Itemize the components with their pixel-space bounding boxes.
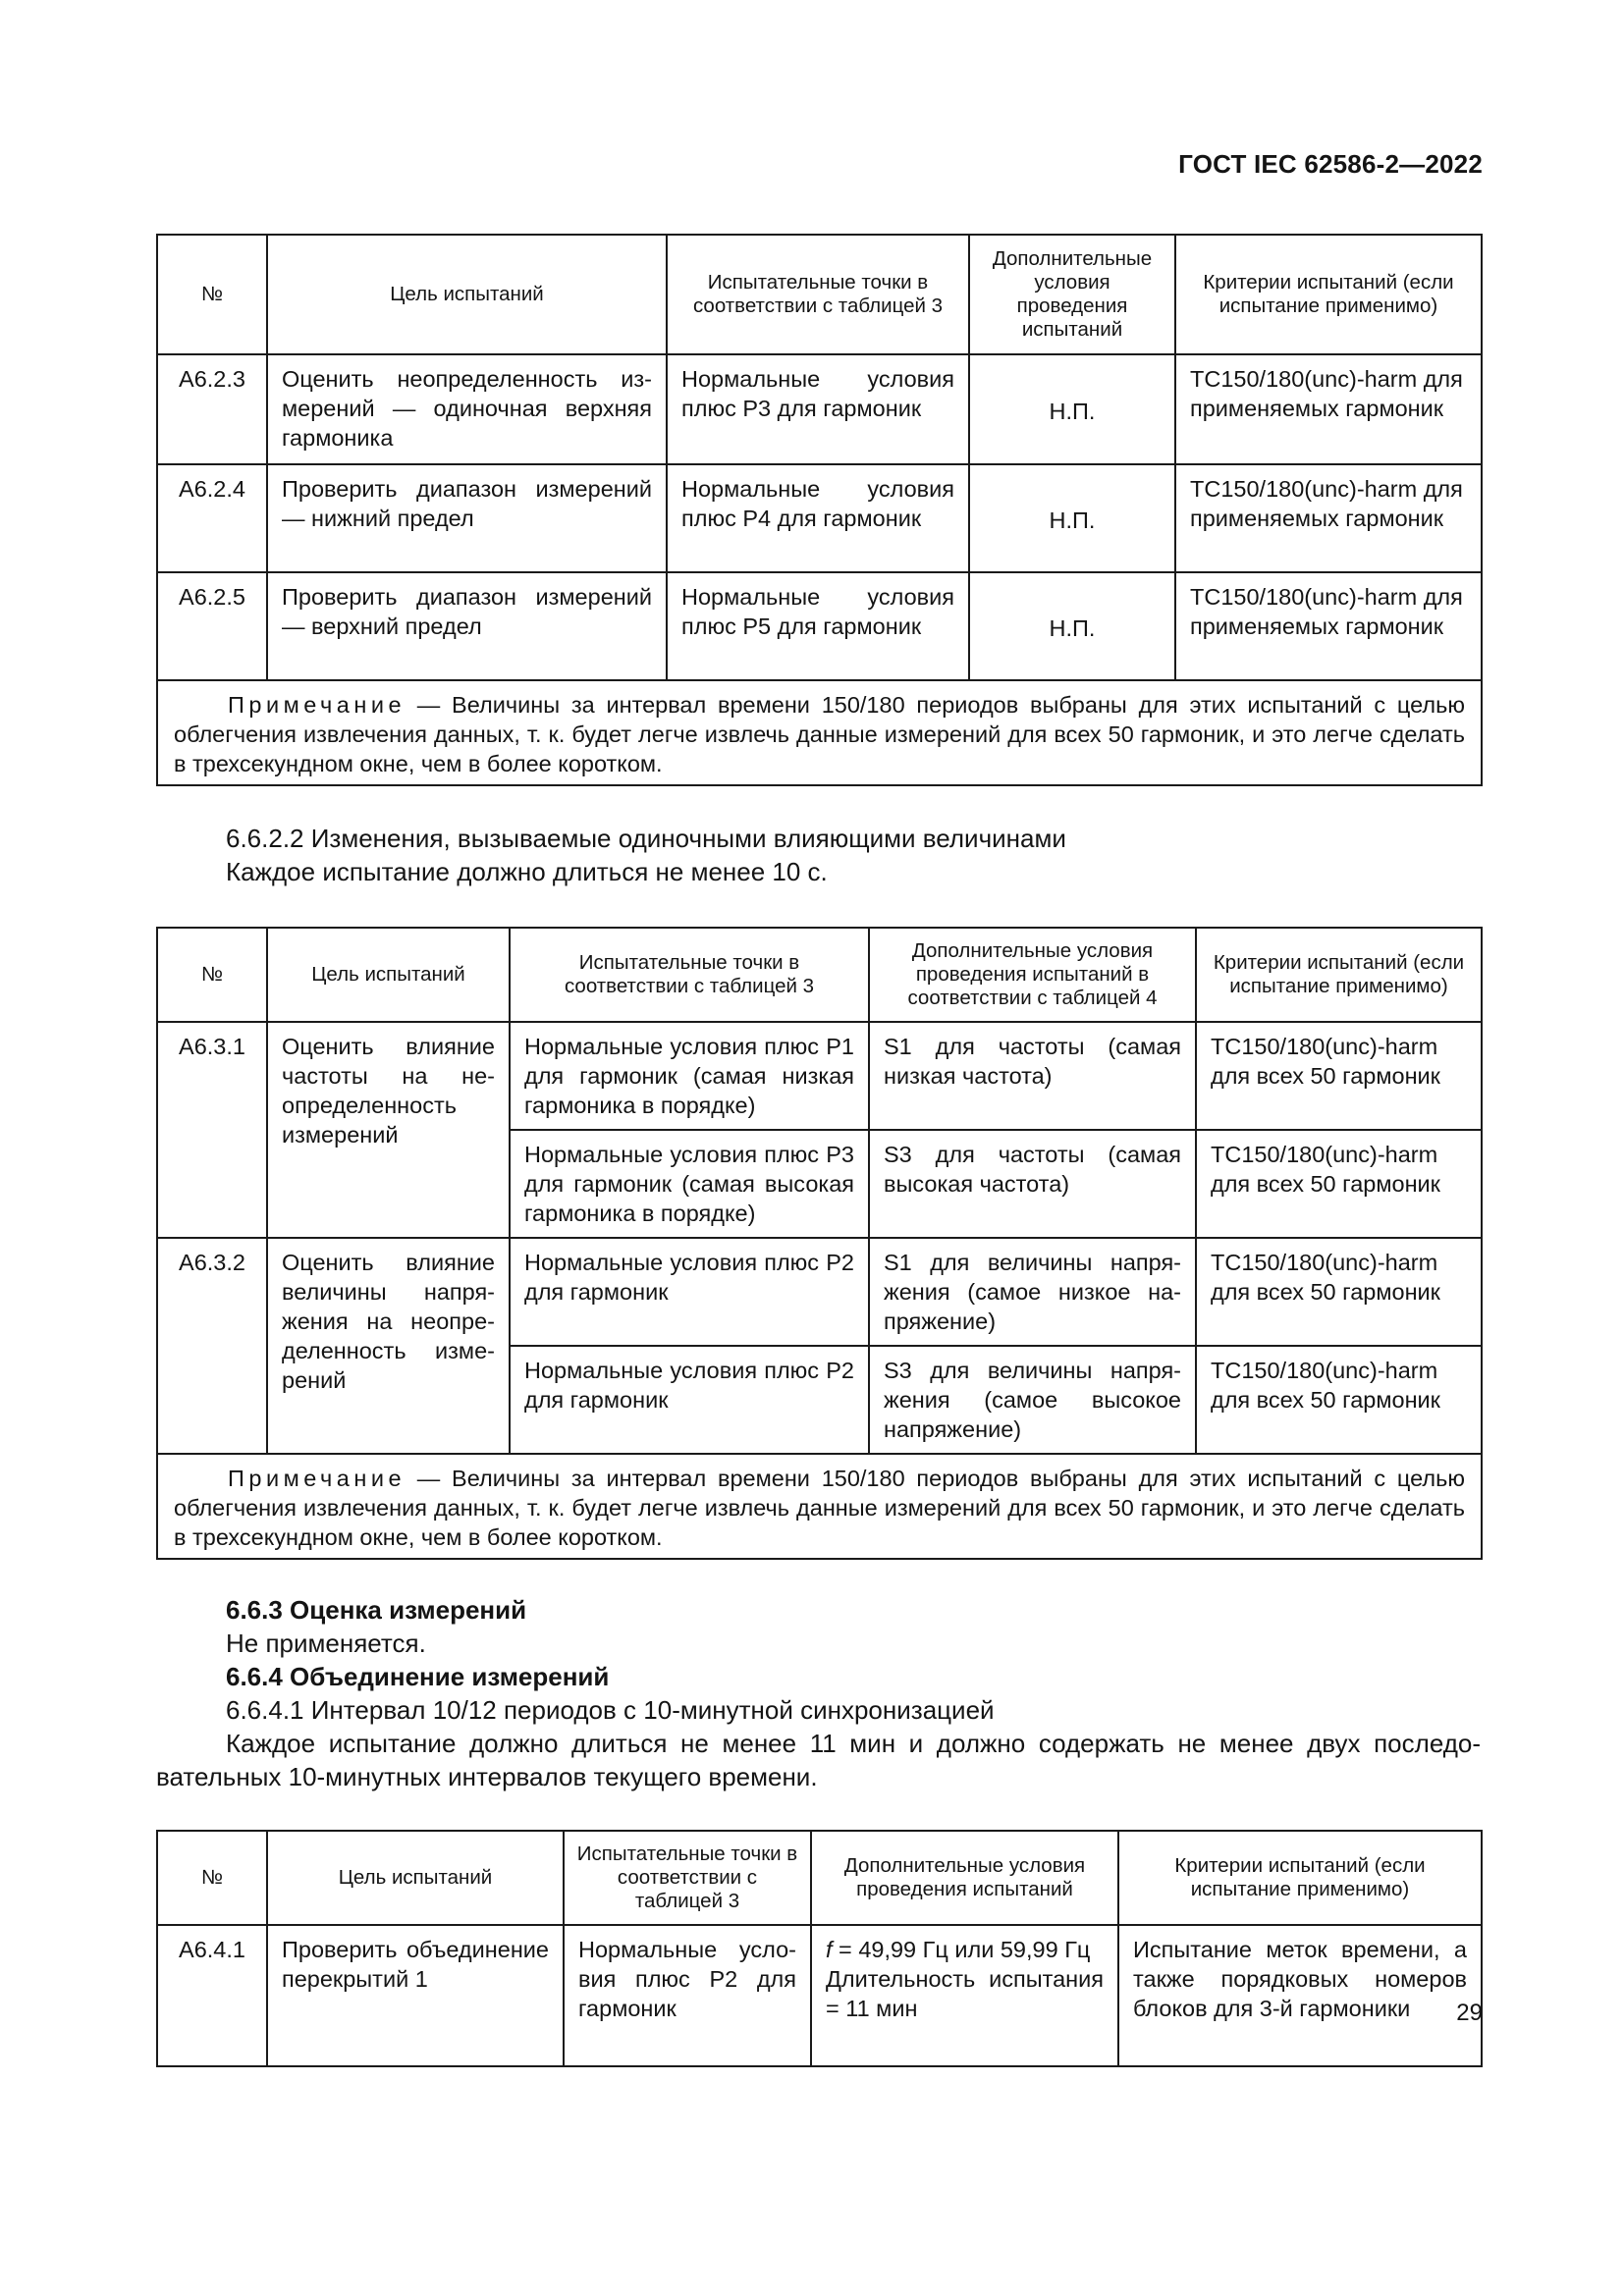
table-measurement-aggregation bbox=[156, 1830, 1483, 2067]
row-criteria: TC150/180(unc)-harm для применяемых гармоник bbox=[1175, 354, 1482, 464]
note-label: Примечание bbox=[228, 1466, 406, 1491]
table-row bbox=[157, 464, 1482, 572]
table-header-row bbox=[157, 1831, 1482, 1925]
section-text: Не применяется. bbox=[226, 1629, 426, 1658]
row-extra-conditions: Н.П. bbox=[969, 464, 1175, 572]
table-harmonics-uncertainty bbox=[156, 234, 1483, 786]
note-text: — Величины за интервал времени 150/180 периодов выбраны для этих испытаний с целью облегчения извлечения данных, т. к. будет легче извлечь данные измерений для всех 50 гармоник, и это легче сделать в трехсекундном окне, чем в более коротком. bbox=[174, 1466, 1465, 1550]
table-influence-quantities bbox=[156, 927, 1483, 1560]
section-6622 bbox=[156, 822, 1481, 888]
table-row bbox=[157, 1925, 1482, 2066]
table-note-row bbox=[157, 1454, 1482, 1559]
row-goal: Оценить влияние частоты на неопределенность измерений bbox=[267, 1022, 510, 1238]
document-code-header: ГОСТ IEC 62586-2—2022 bbox=[1178, 149, 1483, 179]
table-row bbox=[157, 1238, 1482, 1346]
row-test-points: Нормальные условия плюс P4 для гармоник bbox=[667, 464, 969, 572]
frequency-values: = 49,99 Гц или 59,99 Гц bbox=[832, 1937, 1091, 1962]
row-test-points: Нормальные условия плюс P2 для гармоник bbox=[564, 1925, 811, 2066]
subsection-title: 6.6.4.1 Интервал 10/12 периодов с 10-минутной синхронизацией bbox=[226, 1695, 995, 1725]
header-goal: Цель испытаний bbox=[267, 928, 510, 1022]
row-extra-conditions: S3 для частоты (самая высокая частота) bbox=[869, 1130, 1196, 1238]
header-test-points: Испытательные точки в соответствии с таблицей 3 bbox=[667, 235, 969, 354]
row-criteria: TC150/180(unc)-harm для всех 50 гармоник bbox=[1196, 1238, 1482, 1346]
test-duration: Длительность испытания = 11 мин bbox=[826, 1966, 1104, 2021]
note-text: — Величины за интервал времени 150/180 периодов выбраны для этих испытаний с целью облегчения извлечения данных, т. к. будет легче извлечь данные измерений для всех 50 гармоник, и это легче сделать в трехсекундном окне, чем в более коротком. bbox=[174, 692, 1465, 776]
row-criteria: TC150/180(unc)-harm для всех 50 гармоник bbox=[1196, 1130, 1482, 1238]
section-title: 6.6.3 Оценка измерений bbox=[226, 1595, 527, 1625]
row-test-points: Нормальные условия плюс P1 для гармоник (самая низкая гармоника в порядке) bbox=[510, 1022, 869, 1130]
row-goal: Проверить диапазон измерений — нижний предел bbox=[267, 464, 667, 572]
header-extra-conditions: Дополнительные условия проведения испытаний bbox=[969, 235, 1175, 354]
row-number: A6.3.2 bbox=[157, 1238, 267, 1454]
row-test-points: Нормальные условия плюс P5 для гармоник bbox=[667, 572, 969, 680]
header-number: № bbox=[157, 235, 267, 354]
header-criteria: Критерии испытаний (если испытание применимо) bbox=[1118, 1831, 1482, 1925]
row-test-points: Нормальные условия плюс P2 для гармоник bbox=[510, 1238, 869, 1346]
header-extra-conditions: Дополнительные условия проведения испытаний bbox=[811, 1831, 1118, 1925]
row-extra-conditions bbox=[811, 1925, 1118, 2066]
page-number: 29 bbox=[1456, 2000, 1483, 2026]
table-header-row bbox=[157, 928, 1482, 1022]
section-title: 6.6.2.2 Изменения, вызываемые одиночными влияющими величинами bbox=[226, 824, 1066, 853]
header-test-points: Испытательные точки в соответствии с таблицей 3 bbox=[564, 1831, 811, 1925]
row-goal: Оценить неопределенность измерений — одиночная верхняя гармоника bbox=[267, 354, 667, 464]
row-number: A6.2.4 bbox=[157, 464, 267, 572]
table-note bbox=[157, 1454, 1482, 1559]
table-row bbox=[157, 572, 1482, 680]
row-number: A6.3.1 bbox=[157, 1022, 267, 1238]
row-test-points: Нормальные условия плюс P3 для гармоник bbox=[667, 354, 969, 464]
frequency-symbol: f bbox=[826, 1937, 833, 1962]
table-header-row bbox=[157, 235, 1482, 354]
header-criteria: Критерии испытаний (если испытание применимо) bbox=[1175, 235, 1482, 354]
header-criteria: Критерии испытаний (если испытание применимо) bbox=[1196, 928, 1482, 1022]
section-text: Каждое испытание должно длиться не менее 10 с. bbox=[226, 857, 828, 886]
table-note-row bbox=[157, 680, 1482, 785]
row-criteria: TC150/180(unc)-harm для всех 50 гармоник bbox=[1196, 1022, 1482, 1130]
row-test-points: Нормальные условия плюс P3 для гармоник (самая высокая гармоника в порядке) bbox=[510, 1130, 869, 1238]
table-note bbox=[157, 680, 1482, 785]
row-number: A6.4.1 bbox=[157, 1925, 267, 2066]
header-goal: Цель испытаний bbox=[267, 1831, 564, 1925]
row-test-points: Нормальные условия плюс P2 для гармоник bbox=[510, 1346, 869, 1454]
section-text: Каждое испытание должно длиться не менее 11 мин и должно содержать не менее двух последо- bbox=[226, 1729, 1481, 1758]
row-extra-conditions: Н.П. bbox=[969, 354, 1175, 464]
header-number: № bbox=[157, 1831, 267, 1925]
table-row bbox=[157, 1022, 1482, 1130]
header-extra-conditions: Дополнительные условия проведения испытаний в соответствии с таблицей 4 bbox=[869, 928, 1196, 1022]
row-extra-conditions: Н.П. bbox=[969, 572, 1175, 680]
row-number: A6.2.5 bbox=[157, 572, 267, 680]
row-goal: Оценить влияние величины напряжения на неопределенность измерений bbox=[267, 1238, 510, 1454]
row-criteria: Испытание меток времени, а также порядковых номеров блоков для 3-й гармоники bbox=[1118, 1925, 1482, 2066]
header-number: № bbox=[157, 928, 267, 1022]
row-criteria: TC150/180(unc)-harm для применяемых гармоник bbox=[1175, 572, 1482, 680]
row-extra-conditions: S1 для частоты (самая низкая частота) bbox=[869, 1022, 1196, 1130]
note-label: Примечание bbox=[228, 692, 406, 718]
row-goal: Проверить диапазон измерений — верхний предел bbox=[267, 572, 667, 680]
section-663-664 bbox=[156, 1593, 1481, 1793]
row-criteria: TC150/180(unc)-harm для применяемых гармоник bbox=[1175, 464, 1482, 572]
header-test-points: Испытательные точки в соответствии с таблицей 3 bbox=[510, 928, 869, 1022]
row-extra-conditions: S3 для величины напряжения (самое высокое напряжение) bbox=[869, 1346, 1196, 1454]
section-title: 6.6.4 Объединение измерений bbox=[226, 1662, 610, 1691]
row-extra-conditions: S1 для величины напряжения (самое низкое напряжение) bbox=[869, 1238, 1196, 1346]
row-number: A6.2.3 bbox=[157, 354, 267, 464]
section-text: вательных 10-минутных интервалов текущего времени. bbox=[156, 1762, 818, 1791]
table-row bbox=[157, 354, 1482, 464]
row-criteria: TC150/180(unc)-harm для всех 50 гармоник bbox=[1196, 1346, 1482, 1454]
row-goal: Проверить объединение перекрытий 1 bbox=[267, 1925, 564, 2066]
header-goal: Цель испытаний bbox=[267, 235, 667, 354]
